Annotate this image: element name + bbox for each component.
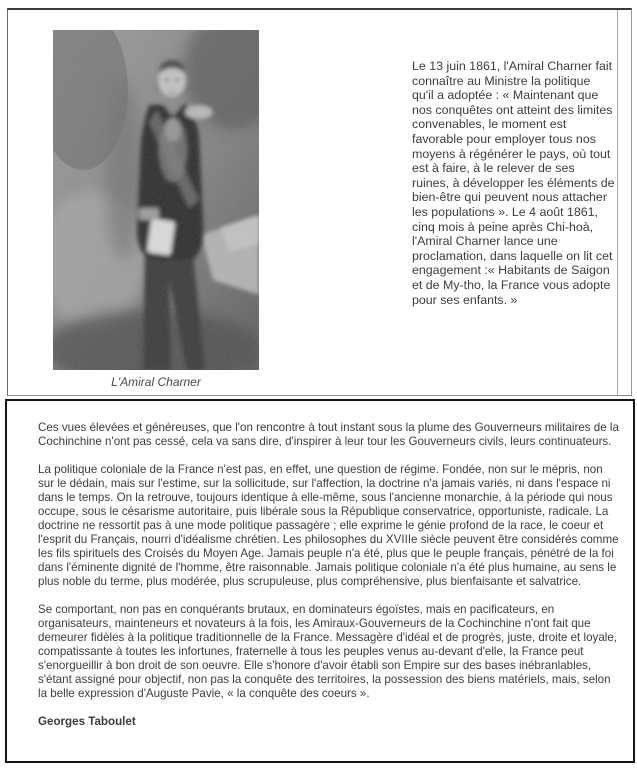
photo-caption: L'Amiral Charner: [111, 375, 201, 389]
top-section: [7, 8, 632, 396]
text-section-content: [38, 421, 620, 743]
author-signature: Georges Taboulet: [38, 715, 136, 728]
body-paragraph-1: Ces vues élevées et généreuses, que l'on rencontre à tout instant sous la plume des Gouverneurs militaires de la Cochinchine n'ont pas cessé, cela va sans dire, d'inspirer à leur tour les Gouverneurs civils, leurs continuateurs.: [38, 421, 619, 448]
intro-paragraph: Le 13 juin 1861, l'Amiral Charner fait connaître au Ministre la politique qu'il a adoptée : « Maintenant que nos conquêtes ont atteint des limites convenables, le moment est favorable pour employer tous nos moyens à régénérer le pays, où tout est à faire, à le relever de ses ruines, à développer les éléments de bien-être qui peuvent nous attacher les populations ». Le 4 août 1861, cinq mois à peine après Chi-hoà, l'Amiral Charner lance une proclamation, dans laquelle on lit cet engagement :« Habitants de Saigon et de My-tho, la France vous adopte pour ses enfants. »: [412, 59, 615, 307]
body-paragraph-3: Se comportant, non pas en conquérants brutaux, en dominateurs égoïstes, mais en pacificateurs, en organisateurs, mainteneurs et novateurs à la fois, les Amiraux-Gouverneurs de la Cochinchine n'ont fait que demeurer fidèles à la politique traditionnelle de la France. Messagère d'idéal et de progrès, juste, droite et loyale, compatissante à toutes les infortunes, fraternelle à tous les peuples venus au-devant d'elle, la France peut s'enorgueillir à bon droit de son oeuvre. Elle s'honore d'avoir établi son Empire sur des bases inébranlables, s'étant assigné pour objectif, non pas la conquête des territoires, la possession des biens matériels, mais, selon la belle expression d'Auguste Pavie, « la conquête des coeurs ».: [38, 603, 618, 700]
portrait-photo: [53, 30, 259, 370]
text-section: [5, 399, 635, 763]
body-paragraph-2: La politique coloniale de la France n'est pas, en effet, une question de régime. Fondée, non sur le mépris, non sur le dédain, mais sur l'estime, sur la sollicitude, sur l'affection, la doctrine n'a jamais variés, ni dans l'espace ni dans le temps. On la retrouve, toujours identique à elle-même, sous l'ancienne monarchie, à la période qui nous occupe, sous le césarisme autoritaire, puis libérale sous la République conservatrice, opportuniste, radicale. La doctrine ne ressortit pas à une mode politique passagère ; elle exprime le génie profond de la race, le coeur et l'esprit du Français, nourri d'idéalisme chrétien. Les philosophes du XVIIIe siècle peuvent être considérés comme les fils spirituels des Croisés du Moyen Age. Jamais peuple n'a été, plus que le peuple français, pénétré de la foi dans l'éminente dignité de l'homme, être raisonnable. Jamais politique coloniale n'a été plus humaine, au sens le plus noble du terme, plus modérée, plus scrupuleuse, plus compréhensive, plus bienfaisante et salvatrice.: [38, 463, 619, 588]
portrait-photo-art: [53, 30, 259, 370]
inner-divider: [617, 10, 618, 395]
